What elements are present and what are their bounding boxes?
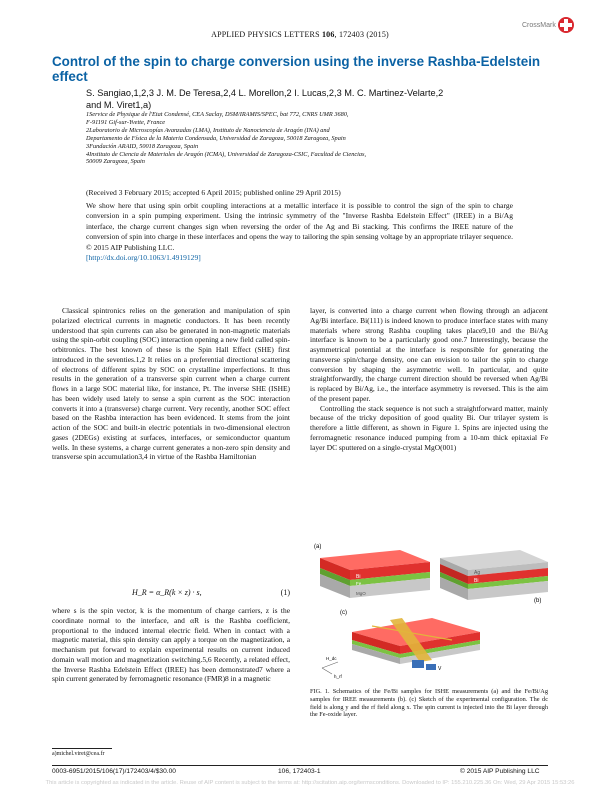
label-voltage: V [438,666,442,672]
affiliation-line: 4Instituto de Ciencia de Materiales de Aragón (ICMA), Universidad de Zaragoza-CSIC, Facultad de Ciencias, [86,150,367,158]
label-hdc: H_dc [326,656,337,661]
affiliation-line: 50009 Zaragoza, Spain [86,158,145,166]
affiliation-line: 1Service de Physique de l'Etat Condensé, CEA Saclay, DSM/IRAMIS/SPEC, bat 772, CNRS UMR 3680, [86,111,349,118]
panel-b-label: (b) [534,598,542,604]
figure-1 [312,540,550,680]
body-paragraph: layer, is converted into a charge current when flowing through an adjacent Ag/Bi interface. Bi(111) is indeed known to produce interface states with many materials where strong Rashba coupling takes place9,10 and the Bi/Ag interface is known to be a particularly good one.7 Interestingly, because the asymmetrical potential at the interface is responsible for generating the transverse spin/charge density, one can envision to tailor the spin to charge conversion by shaping the asymmetric well. In particular, and quite straightforwardly, the charge current direction should be reversed when Ag/Bi is replaced by Bi/Ag, i.e., the interface asymmetry is reversed. This is the aim of the present paper. [310,306,548,403]
footnote-divider [52,748,112,749]
footer-page: 106, 172403-1 [278,768,321,775]
affiliation-line: Departamento de Física de la Materia Condensada, Universidad de Zaragoza, 50018 Zaragoza, Spain [86,134,346,142]
article-title: Control of the spin to charge conversion using the inverse Rashba-Edelstein effect [52,54,541,84]
column-right [310,306,548,452]
body-paragraph: where s is the spin vector, k is the momentum of charge carriers, z is the coordinate normal to the interface, and αR is the Rashba coefficient, proportional to the induced internal electric field. When in contact with a magnetic material, this spin density can apply a torque on the magnetization, a mechanism put forward to explain experimental results on current induced domain wall motion and magnetization switching.5,6 Recently, a related effect, the Inverse Rashba Edelstein Effect (IREE) has been demonstrated7 where a spin current generated by ferromagnetic resonance (FMR)8 in a magnetic [52,606,290,684]
journal-volume: 106 [321,30,335,39]
label-bi: Bi [356,574,361,580]
author-list [86,88,566,111]
download-watermark: This article is copyrighted as indicated in the article. Reuse of AIP content is subject to the terms at: http://scitation.aip.org/termsconditions. Downloaded to IP: 155.210.225.36 On: Wed, 29 Apr 2015 15:53:26 [45,780,575,786]
affiliation-line: 2Laboratorio de Microscopías Avanzadas (LMA), Instituto de Nanociencia de Aragón (INA) and [86,126,330,134]
axis-arrow [322,662,338,668]
authors-line-1: S. Sangiao,1,2,3 J. M. De Teresa,2,4 L. Morellon,2 I. Lucas,2,3 M. C. Martinez-Velarte,2 [86,88,444,98]
footnote-email[interactable]: a)michel.viret@cea.fr [52,751,105,757]
abstract [86,201,513,263]
abstract-text: We show here that using spin orbit coupling interactions at a metallic interface it is possible to control the sign of the spin to charge conversion in a spin pumping experiment. Using the intrinsic symmetry of the "Inverse Rashba Edelstein Effect" (IREE) in a Bi/Ag interface, the charge current changes sign when reversing the order of the Ag and Bi stacking. This confirms the IREE nature of the conversion of spin into charge in these interfaces and opens the way to tailoring the spin sensing voltage by an appropriate trilayer sequence. © 2015 AIP Publishing LLC. [86,201,513,252]
authors-line-2: and M. Viret1,a) [86,99,152,110]
label-ag: Ag [474,570,481,576]
affiliation-line: F-91191 Gif-sur-Yvette, France [86,118,166,126]
label-hrf: h_rf [334,674,342,679]
equation-number: (1) [280,588,290,597]
crossmark-label: CrossMark [522,22,556,29]
footer-divider [52,765,548,766]
affiliations [86,111,526,166]
column-left-bottom [52,606,290,684]
footer-issn: 0003-6951/2015/106(17)/172403/4/$30.00 [52,768,176,775]
footer-copyright: © 2015 AIP Publishing LLC [460,768,540,775]
equation-formula: H_R = α_R(k × z) · s, [132,588,202,597]
label-fe: Fe [356,581,362,586]
label-mgo: MgO [356,591,366,596]
body-paragraph: Controlling the stack sequence is not such a straightforward matter, mainly because of the tricky deposition of good quality Bi. Our trilayer system is therefore a little different, as shown in Figure 1. Spins are injected using the ferromagnetic resonance induced pumping from a 10-nm thick epitaxial Fe layer DC sputtered on a single-crystal MgO(001) [310,403,548,452]
journal-article: 172403 (2015) [338,30,389,39]
body-paragraph: Classical spintronics relies on the generation and manipulation of spin polarized electrical currents in magnetic conductors. It has been recently understood that spin currents can also be generated in non-magnetic materials using the spin-orbit coupling (SOC) interaction opening a new field called spin-orbitronics. The best known of these is the Spin Hall Effect (SHE) first introduced in the seventies.1,2 It relies on a preferential directional scattering of electrons of different spins by SOC on crystalline imperfections. It thus results in the generation of a transverse spin current when a charge current flows in a large SOC material like, for instance, Pt. The inverse SHE (ISHE) has been widely used lately to sense a spin current as the SOC interaction converts it into a (transverse) charge current. Very recently, another SOC effect based on the Rashba interaction has been evidenced. It stems from the joint action of the SOC and built-in electric potentials in two-dimensional electron gases (2DEGs) existing at surfaces, interfaces, or semiconductor quantum wells. In these systems, a charge current generates a non-zero spin density and transverse spin accumulation3,4 in virtue of the Rashba Hamiltonian [52,306,290,462]
figure-caption: FIG. 1. Schematics of the Fe/Bi samples for ISHE measurements (a) and the Fe/Bi/Ag samples for IREE measurements (b). (c) Sketch of the experimental configuration. The dc field is along y and the rf field along x. The spin current is injected into the Bi layer through the Fe-oxide layer. [310,688,548,719]
received-dates: (Received 3 February 2015; accepted 6 April 2015; published online 29 April 2015) [86,188,341,197]
panel-c-label: (c) [340,610,347,616]
contact-pad [412,660,424,668]
affiliation-line: 3Fundación ARAID, 50018 Zaragoza, Spain [86,142,199,150]
crossmark-logo[interactable] [522,14,574,36]
column-left-top [52,306,290,462]
journal-name: APPLIED PHYSICS LETTERS [211,30,320,39]
journal-header: APPLIED PHYSICS LETTERS 106, 172403 (2015) [211,30,389,39]
panel-a-label: (a) [314,544,322,550]
label-bi-b: Bi [474,578,479,584]
doi-link[interactable]: [http://dx.doi.org/10.1063/1.4919129] [86,253,201,263]
